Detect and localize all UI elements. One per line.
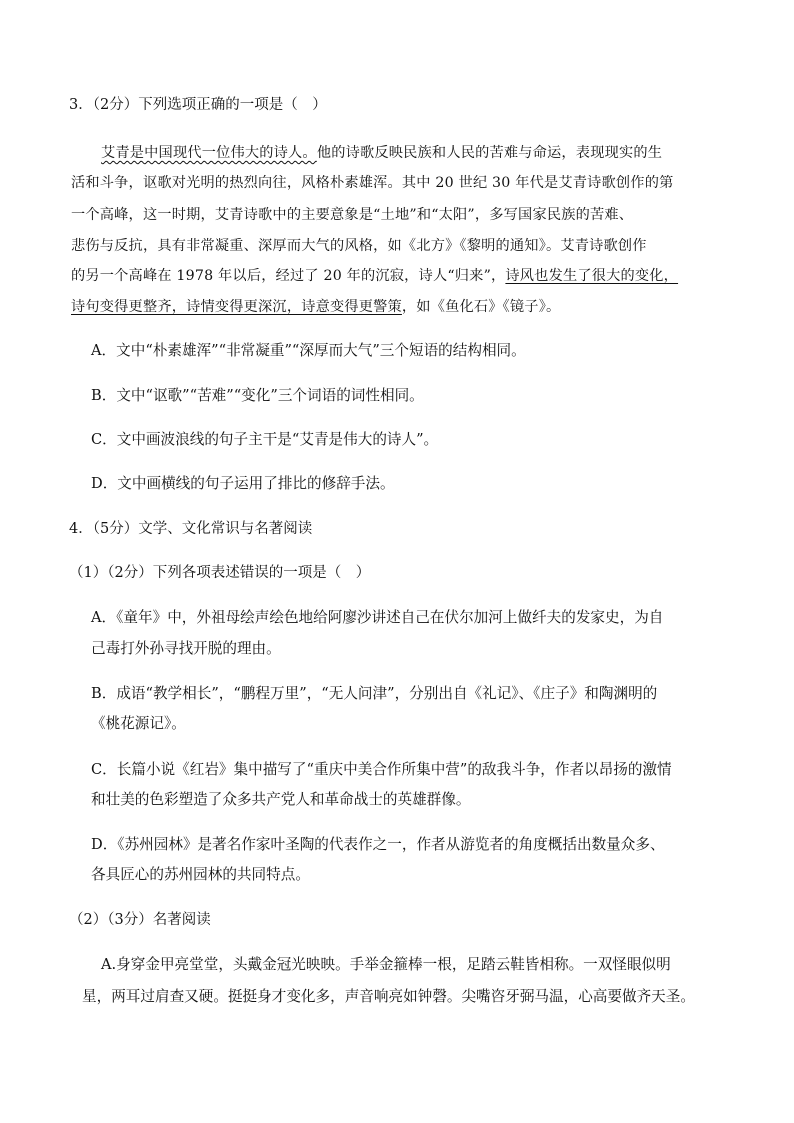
question-4-option-b-line-1: B．成语“教学相长”，“鹏程万里”，“无人问津”，分别出自《礼记》、《庄子》和陶渊明的 bbox=[91, 685, 658, 702]
question-4-option-c-line-1: C．长篇小说《红岩》集中描写了“重庆中美合作所集中营”的敌我斗争，作者以昂扬的激情 bbox=[91, 761, 672, 778]
question-4-option-a-line-2: 己毒打外孙寻找开脱的理由。 bbox=[91, 640, 281, 657]
question-3-option-c: C．文中画波浪线的句子主干是“艾青是伟大的诗人”。 bbox=[91, 431, 439, 448]
question-4-option-a-line-1: A．《童年》中，外祖母绘声绘色地给阿廖沙讲述自己在伏尔加河上做纤夫的发家史，为自 bbox=[91, 609, 664, 626]
question-3-header: 3．（2分）下列选项正确的一项是（ ） bbox=[69, 97, 327, 113]
question-4-option-d-line-2: 各具匠心的苏州园林的共同特点。 bbox=[91, 866, 310, 883]
question-3-option-d: D．文中画横线的句子运用了排比的修辞手法。 bbox=[91, 475, 395, 492]
passage-line-1 bbox=[101, 143, 662, 163]
passage-text: 他的诗歌反映民族和人民的苦难与命运，表现现实的生 bbox=[316, 145, 663, 161]
question-4-part-2-header: （2）（3分）名著阅读 bbox=[69, 912, 211, 928]
underlined-sentence-part-1: 诗风也发生了很大的变化， bbox=[505, 268, 679, 284]
passage-line-6 bbox=[71, 297, 560, 317]
passage-line-4: 悲伤与反抗，具有非常凝重、深厚而大气的风格，如《北方》《黎明的通知》。艾青诗歌创作 bbox=[71, 238, 647, 254]
passage-line-3: 一个高峰，这一时期，艾青诗歌中的主要意象是“土地”和“太阳”，多写国家民族的苦难、 bbox=[71, 207, 634, 223]
wavy-underlined-sentence: 艾青是中国现代一位伟大的诗人。 bbox=[101, 145, 317, 161]
reading-excerpt-line-2: 星，两耳过肩查又硬。挺挺身才变化多，声音响亮如钟磬。尖嘴咨牙弼马温，心高要做齐天圣。 bbox=[82, 988, 695, 1005]
question-4-option-d-line-1: D．《苏州园林》是著名作家叶圣陶的代表作之一，作者从游览者的角度概括出数量众多、 bbox=[91, 836, 665, 853]
question-3-option-a: A．文中“朴素雄浑”“非常凝重”“深厚而大气”三个短语的结构相同。 bbox=[91, 342, 526, 359]
passage-line-5 bbox=[71, 266, 678, 286]
question-4-option-b-line-2: 《桃花源记》。 bbox=[91, 715, 186, 732]
question-4-header: 4．（5分）文学、文化常识与名著阅读 bbox=[69, 521, 313, 537]
passage-text: 的另一个高峰在 1978 年以后，经过了 20 年的沉寂，诗人“归来”， bbox=[71, 268, 506, 284]
passage-line-2: 活和斗争，讴歌对光明的热烈向往，风格朴素雄浑。其中 20 世纪 30 年代是艾青诗歌创作的第 bbox=[71, 175, 674, 191]
question-4-option-c-line-2: 和壮美的色彩塑造了众多共产党人和革命战士的英雄群像。 bbox=[91, 791, 471, 808]
question-4-part-1-header: （1）（2分）下列各项表述错误的一项是（ ） bbox=[69, 565, 371, 581]
passage-text: ，如《鱼化石》《镜子》。 bbox=[401, 299, 561, 315]
reading-excerpt-line-1: A.身穿金甲亮堂堂，头戴金冠光映映。手举金箍棒一根，足踏云鞋皆相称。一双怪眼似明 bbox=[101, 956, 671, 973]
question-3-option-b: B．文中“讴歌”“苦难”“变化”三个词语的词性相同。 bbox=[91, 387, 424, 404]
underlined-sentence-part-2: 诗句变得更整齐，诗情变得更深沉，诗意变得更警策 bbox=[71, 299, 402, 315]
